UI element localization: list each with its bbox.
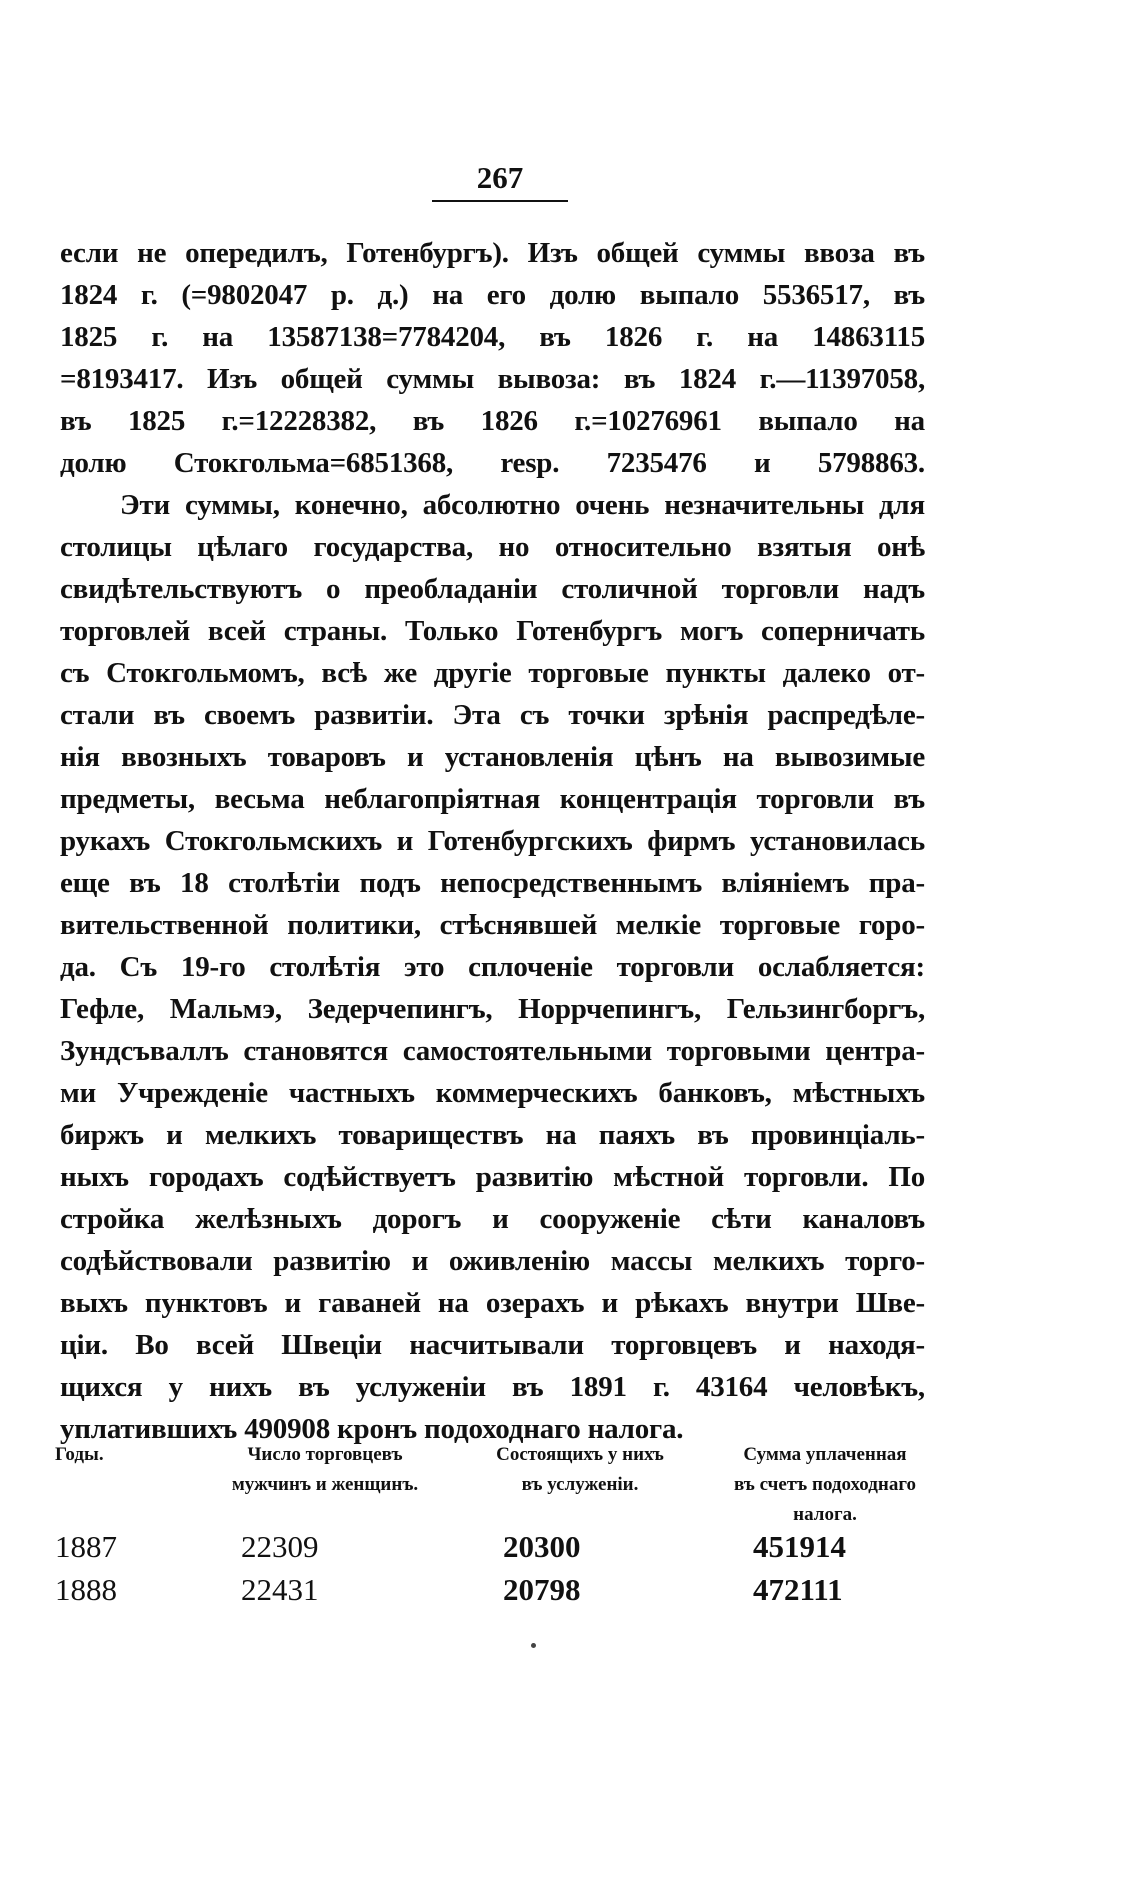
header-sum-line3: налога. [793,1504,857,1525]
text-line: 1825 г. на 13587138=7784204, въ 1826 г. на 14863115 [60,321,925,353]
text-line: свидѣтельствуютъ о преобладаніи столичной торговли надъ [60,573,925,605]
text-line: рукахъ Стокгольмскихъ и Готенбургскихъ фирмъ установилась [60,825,925,857]
ink-speck [531,1643,536,1648]
text-line: да. Съ 19-го столѣтія это сплоченіе торговли ослабляется: [60,951,925,983]
text-line: щихся у нихъ въ услуженіи въ 1891 г. 43164 человѣкъ, [60,1371,925,1403]
header-years-label: Годы. [55,1444,104,1465]
text-line: столицы цѣлаго государства, но относительно взятыя онѣ [60,531,925,563]
cell-sum: 451914 [753,1529,846,1564]
text-line: ныхъ городахъ содѣйствуетъ развитію мѣстной торговли. По [60,1161,925,1193]
text-line: выхъ пунктовъ и гаваней на озерахъ и рѣкахъ внутри Шве- [60,1287,925,1319]
text-line: Гефле, Мальмэ, Зедерчепингъ, Норрчепингъ, Гельзингборгъ, [60,993,925,1025]
header-employed-line1: Состоящихъ у нихъ [496,1444,664,1465]
text-line: уплатившихъ 490908 кронъ подоходнаго налога. [60,1413,684,1445]
header-sum-line1: Сумма уплаченная [743,1444,907,1465]
table-row [55,1526,935,1568]
page-number: 267 [432,160,568,202]
text-line: если не опередилъ, Готенбургъ). Изъ общей суммы ввоза въ [60,237,925,269]
header-sum [675,1440,975,1530]
cell-traders: 22431 [241,1572,319,1607]
text-line: предметы, весьма неблагопріятная концентрація торговли въ [60,783,925,815]
cell-employed: 20798 [503,1572,581,1607]
text-line: стали въ своемъ развитіи. Эта съ точки зрѣнія распредѣле- [60,699,925,731]
text-line: нія ввозныхъ товаровъ и установленія цѣнъ на вывозимые [60,741,925,773]
cell-year: 1888 [55,1572,117,1607]
text-line: Зундсъваллъ становятся самостоятельными торговыми центра- [60,1035,925,1067]
text-line: биржъ и мелкихъ товариществъ на паяхъ въ провинціаль- [60,1119,925,1151]
text-line: 1824 г. (=9802047 р. д.) на его долю выпало 5536517, въ [60,279,925,311]
cell-employed: 20300 [503,1529,581,1564]
text-line: вительственной политики, стѣснявшей мелкіе торговые горо- [60,909,925,941]
cell-sum: 472111 [753,1572,843,1607]
text-line: =8193417. Изъ общей суммы вывоза: въ 1824 г.—11397058, [60,363,925,395]
header-traders-line2: мужчинъ и женщинъ. [231,1474,419,1495]
text-line: въ 1825 г.=12228382, въ 1826 г.=10276961 выпало на [60,405,925,437]
body-text [60,232,925,1450]
cell-year: 1887 [55,1529,117,1564]
text-line: стройка желѣзныхъ дорогъ и сооруженіе сѣти каналовъ [60,1203,925,1235]
header-years [55,1440,135,1470]
text-line: долю Стокгольма=6851368, resp. 7235476 и 5798863. [60,447,925,479]
header-employed-line2: въ услуженіи. [521,1474,639,1495]
text-line: ціи. Во всей Швеціи насчитывали торговцевъ и находя- [60,1329,925,1361]
text-line: содѣйствовали развитію и оживленію массы мелкихъ торго- [60,1245,925,1277]
text-line: еще въ 18 столѣтіи подъ непосредственнымъ вліяніемъ пра- [60,867,925,899]
text-line: Эти суммы, конечно, абсолютно очень незначительны для [120,489,925,521]
text-line: съ Стокгольмомъ, всѣ же другіе торговые пункты далеко от- [60,657,925,689]
text-line: торговлей всей страны. Только Готенбургъ могъ соперничать [60,615,925,647]
header-sum-line2: въ счетъ подоходнаго [734,1474,916,1495]
table-row [55,1569,935,1611]
header-traders-line1: Число торговцевъ [247,1444,403,1465]
cell-traders: 22309 [241,1529,319,1564]
text-line: ми Учрежденіе частныхъ коммерческихъ банковъ, мѣстныхъ [60,1077,925,1109]
